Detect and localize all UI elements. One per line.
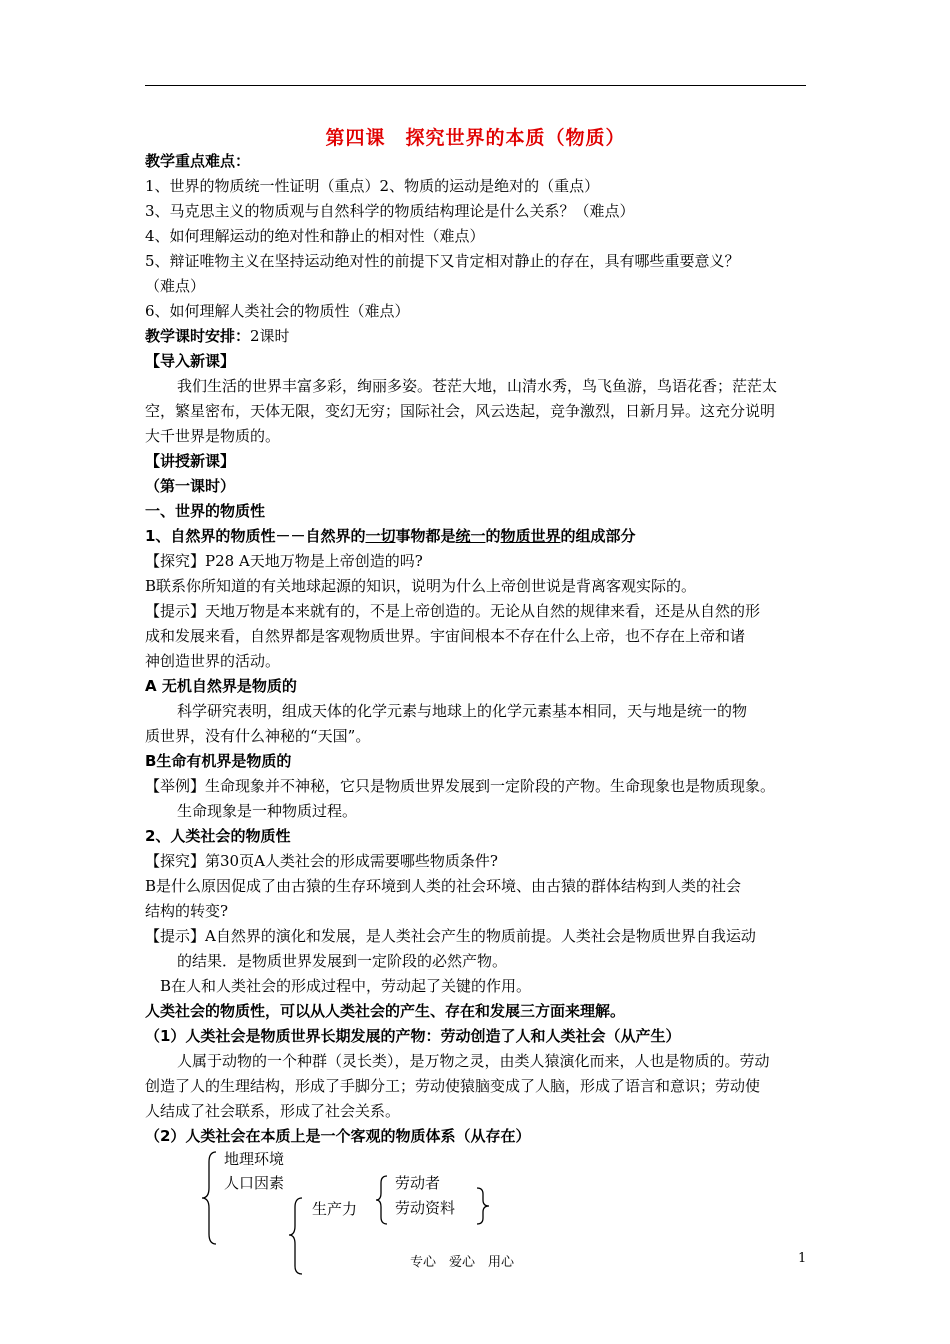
schedule-label: 教学课时安排： (145, 327, 251, 345)
text-line: B联系你所知道的有关地球起源的知识，说明为什么上帝创世说是背离客观实际的。 (145, 577, 697, 595)
text-line: 4、如何理解运动的绝对性和静止的相对性（难点） (145, 227, 485, 245)
text-line: 3、马克思主义的物质观与自然科学的物质结构理论是什么关系？（难点） (145, 202, 635, 220)
text-line: 人属于动物的一个种群（灵长类），是万物之灵，由类人猿演化而来，人也是物质的。劳动 (177, 1052, 770, 1070)
schedule-value: 2课时 (250, 327, 290, 345)
subheading-existence: （2）人类社会在本质上是一个客观的物质体系（从存在） (145, 1127, 531, 1145)
text-line: 我们生活的世界丰富多彩，绚丽多姿。苍茫大地，山清水秀，鸟飞鱼游，鸟语花香；茫茫太 (177, 377, 778, 395)
text-line: （难点） (145, 277, 206, 295)
text-line: 1、世界的物质统一性证明（重点）2、物质的运动是绝对的（重点） (145, 177, 600, 195)
heading-part: 的组成部分 (560, 527, 636, 545)
heading-world-material: 一、世界的物质性 (145, 502, 266, 520)
text-line: 生命现象是一种物质过程。 (177, 802, 358, 820)
text-line: 【举例】生命现象并不神秘，它只是物质世界发展到一定阶段的产物。生命现象也是物质现象。 (145, 777, 776, 795)
heading-part: 1、自然界的物质性－－自然界的 (145, 527, 366, 545)
text-line: 科学研究表明，组成天体的化学元素与地球上的化学元素基本相同，天与地是统一的物 (177, 702, 748, 720)
diagram-labor: 劳动者 (395, 1174, 441, 1192)
footer-motto: 专心 爱心 用心 (410, 1255, 515, 1270)
section-first-period: （第一课时） (145, 477, 236, 495)
inner-brace-icon (287, 1196, 305, 1274)
text-line: 质世界，没有什么神秘的“天国”。 (145, 727, 371, 745)
summary-line: 人类社会的物质性，可以从人类社会的产生、存在和发展三方面来理解。 (145, 1002, 626, 1020)
page-number: 1 (798, 1251, 807, 1266)
text-line: 【探究】第30页A人类社会的形成需要哪些物质条件? (145, 852, 498, 870)
heading-underlined: 统一 (455, 527, 486, 545)
heading-key-points: 教学重点难点： (145, 152, 251, 170)
heading-nature (145, 525, 636, 547)
text-line: B是什么原因促成了由古猿的生存环境到人类的社会环境、由古猿的群体结构到人类的社会 (145, 877, 742, 895)
left-brace-icon (200, 1150, 220, 1246)
text-line: 的结果．是物质世界发展到一定阶段的必然产物。 (177, 952, 508, 970)
text-line: 【探究】P28 A天地万物是上帝创造的吗? (145, 552, 423, 570)
header-rule (145, 85, 806, 86)
subheading-inorganic: A 无机自然界是物质的 (145, 677, 297, 695)
heading-underlined: 物质世界 (500, 527, 561, 545)
text-line: 成和发展来看，自然界都是客观物质世界。宇宙间根本不存在什么上帝，也不存在上帝和诸 (145, 627, 746, 645)
heading-society: 2、人类社会的物质性 (145, 827, 291, 845)
diagram-geo: 地理环境 (224, 1150, 285, 1168)
text-line: 空，繁星密布，天体无限，变幻无穷；国际社会，风云迭起，竞争激烈，日新月异。这充分说明 (145, 402, 776, 420)
text-line: 创造了人的生理结构，形成了手脚分工；劳动使猿脑变成了人脑，形成了语言和意识；劳动使 (145, 1077, 761, 1095)
text-line: 6、如何理解人类社会的物质性（难点） (145, 302, 410, 320)
section-intro: 【导入新课】 (145, 352, 236, 370)
schedule-line (145, 325, 290, 347)
page-title: 第四课 探究世界的本质（物质） (325, 127, 626, 149)
diagram-tools: 劳动资料 (395, 1199, 456, 1217)
text-line: 结构的转变? (145, 902, 229, 920)
text-line: 大千世界是物质的。 (145, 427, 281, 445)
subheading-organic: B生命有机界是物质的 (145, 752, 292, 770)
heading-underlined: 一切 (365, 527, 396, 545)
text-line: 【提示】天地万物是本来就有的，不是上帝创造的。无论从自然的规律来看，还是从自然的形 (145, 602, 761, 620)
section-new-lesson: 【讲授新课】 (145, 452, 236, 470)
heading-part: 事物都是 (395, 527, 456, 545)
heading-part: 的 (485, 527, 501, 545)
diagram-prod: 生产力 (312, 1200, 358, 1218)
text-line: 人结成了社会联系，形成了社会关系。 (145, 1102, 401, 1120)
text-line: B在人和人类社会的形成过程中，劳动起了关键的作用。 (160, 977, 532, 995)
text-line: 【提示】A自然界的演化和发展，是人类社会产生的物质前提。人类社会是物质世界自我运动 (145, 927, 756, 945)
diagram-pop: 人口因素 (224, 1174, 285, 1192)
right-brace-icon (475, 1186, 491, 1226)
text-line: 神创造世界的活动。 (145, 652, 281, 670)
subheading-origin: （1）人类社会是物质世界长期发展的产物：劳动创造了人和人类社会（从产生） (145, 1027, 681, 1045)
text-line: 5、辩证唯物主义在坚持运动绝对性的前提下又肯定相对静止的存在，具有哪些重要意义？ (145, 252, 740, 270)
small-brace-icon (375, 1174, 389, 1226)
